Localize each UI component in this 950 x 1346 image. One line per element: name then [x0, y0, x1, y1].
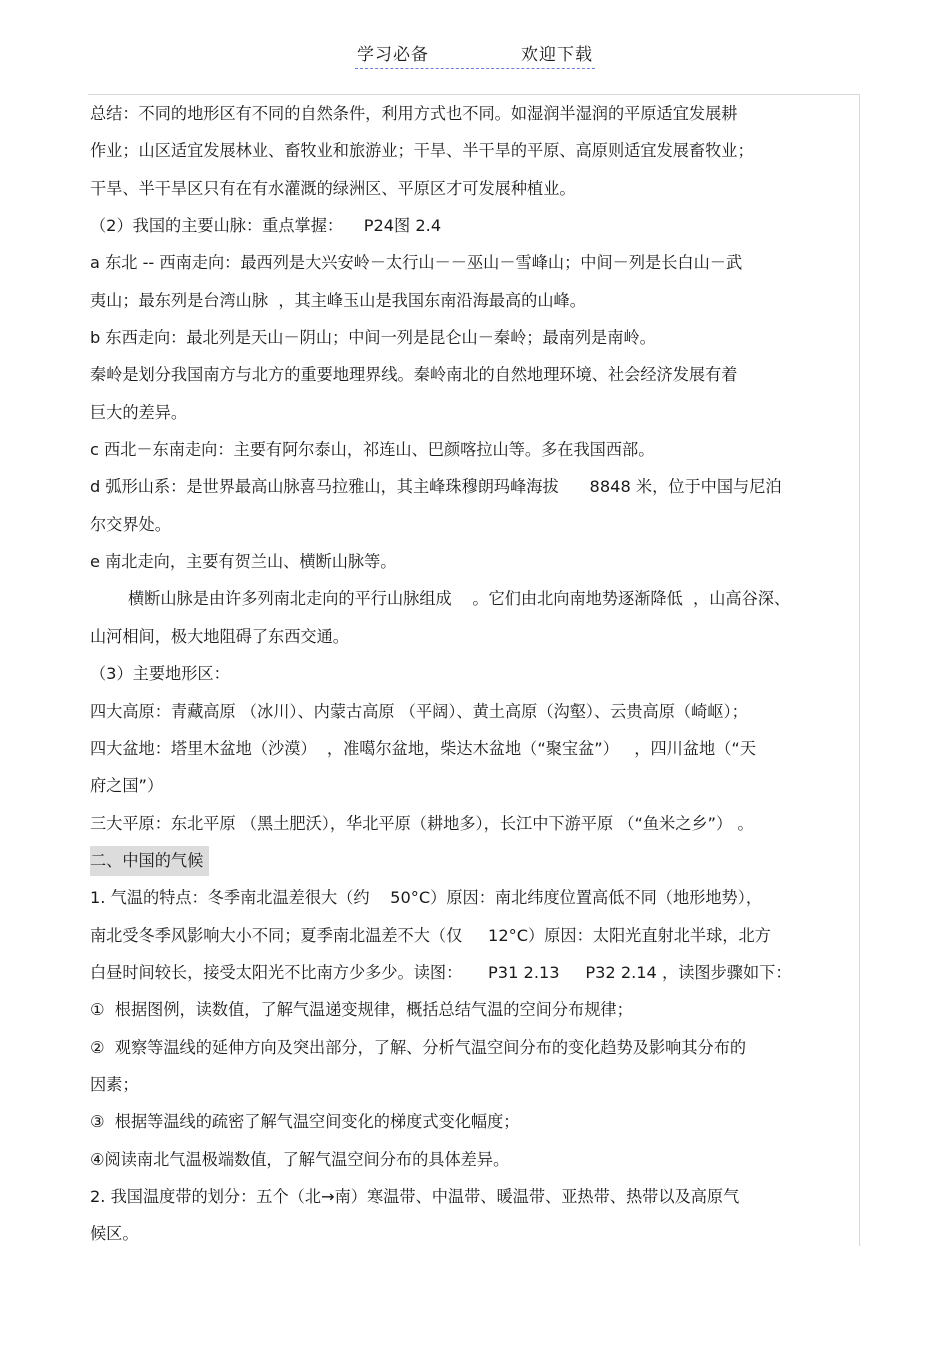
text-line: 山河相间，极大地阻碍了东西交通。 — [90, 626, 349, 646]
text-line: 巨大的差异。 — [90, 402, 188, 422]
text-line: 1. 气温的特点：冬季南北温差很大（约 50°C）原因：南北纬度位置高低不同（地形地势）， — [90, 888, 763, 908]
list-item: ④阅读南北气温极端数值，了解气温空间分布的具体差异。 — [90, 1149, 510, 1169]
page-header — [0, 40, 950, 69]
text-line: 秦岭是划分我国南方与北方的重要地理界线。秦岭南北的自然地理环境、社会经济发展有着 — [90, 365, 738, 385]
text-line: 候区。 — [90, 1224, 139, 1244]
text-line: e 南北走向，主要有贺兰山、横断山脉等。 — [90, 552, 397, 572]
text-line: 总结：不同的地形区有不同的自然条件，利用方式也不同。如湿润半湿润的平原适宜发展耕 — [90, 104, 738, 123]
section-heading-climate-row — [90, 842, 856, 879]
text-line: 府之国”） — [90, 776, 164, 796]
text-line: a 东北 -- 西南走向：最西列是大兴安岭－太行山－－巫山－雪峰山；中间－列是长白山－武 — [90, 253, 743, 273]
document-body — [90, 95, 856, 1253]
text-line: 南北受冬季风影响大小不同；夏季南北温差不大（仅 12°C）原因：太阳光直射北半球，北方 — [90, 925, 771, 945]
text-line: 干旱、半干旱区只有在有水灌溉的绿洲区、平原区才可发展种植业。 — [90, 178, 576, 198]
header-right-text: 欢迎下载 — [521, 45, 593, 65]
section-heading-landforms: （3）主要地形区： — [90, 664, 230, 684]
section-heading-mountains: （2）我国的主要山脉：重点掌握： P24图 2.4 — [90, 216, 442, 236]
list-item: ① 根据图例，读数值，了解气温递变规律，概括总结气温的空间分布规律； — [90, 1000, 633, 1020]
text-line: 2. 我国温度带的划分：五个（北→南）寒温带、中温带、暖温带、亚热带、热带以及高原气 — [90, 1186, 740, 1206]
text-line: 因素； — [90, 1074, 139, 1094]
text-line: 尔交界处。 — [90, 514, 171, 534]
text-line: 四大盆地：塔里木盆地（沙漠） ，准噶尔盆地，柴达木盆地（“聚宝盆”） ，四川盆地（“天 — [90, 738, 757, 758]
text-line: 白昼时间较长，接受太阳光不比南方少多少。读图： P31 2.13 P32 2.14 ，读图步骤如下： — [90, 962, 792, 982]
list-item: ② 观察等温线的延伸方向及突出部分，了解、分析气温空间分布的变化趋势及影响其分布的 — [90, 1037, 747, 1057]
header-left-text: 学习必备 — [357, 45, 429, 65]
list-item: ③ 根据等温线的疏密了解气温空间变化的梯度式变化幅度； — [90, 1112, 520, 1132]
text-line: c 西北－东南走向：主要有阿尔泰山，祁连山、巴颜喀拉山等。多在我国西部。 — [90, 440, 655, 460]
header-underline — [355, 40, 595, 69]
text-line: b 东西走向：最北列是天山－阴山；中间一列是昆仑山－秦岭；最南列是南岭。 — [90, 328, 656, 348]
text-line: 三大平原：东北平原 （黑土肥沃），华北平原（耕地多），长江中下游平原 （“鱼米之乡”） 。 — [90, 813, 754, 833]
section-heading-climate: 二、中国的气候 — [90, 846, 209, 876]
text-line: 四大高原：青藏高原 （冰川）、内蒙古高原 （平阔）、黄土高原（沟壑）、云贵高原（崎岖）； — [90, 701, 748, 721]
text-line: 作业；山区适宜发展林业、畜牧业和旅游业；干旱、半干旱的平原、高原则适宜发展畜牧业； — [90, 141, 754, 161]
text-line: 夷山；最东列是台湾山脉 ，其主峰玉山是我国东南沿海最高的山峰。 — [90, 290, 586, 310]
text-line-indented: 横断山脉是由许多列南北走向的平行山脉组成 。它们由北向南地势逐渐降低 ，山高谷深、 — [128, 589, 791, 609]
text-line: d 弧形山系：是世界最高山脉喜马拉雅山，其主峰珠穆朗玛峰海拔 8848 米，位于中国与尼泊 — [90, 477, 782, 497]
